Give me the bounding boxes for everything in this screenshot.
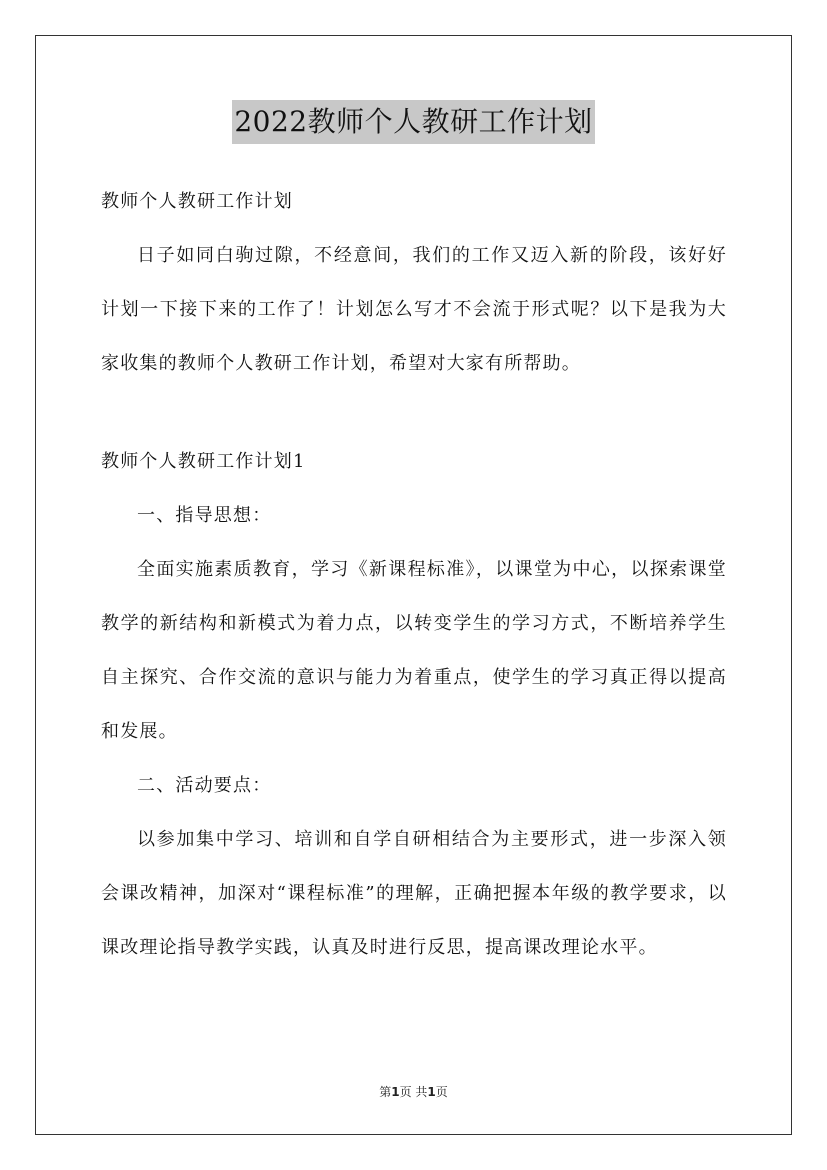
section-heading-activity-points: 二、活动要点： xyxy=(137,775,272,796)
intro-paragraph: 日子如同白驹过隙，不经意间，我们的工作又迈入新的阶段，该好好计划一下接下来的工作了！计划怎么写才不会流于形式呢？以下是我为大家收集的教师个人教研工作计划，希望对大家有所帮助。 xyxy=(101,245,727,374)
page-footer xyxy=(0,1083,827,1100)
document-title: 2022教师个人教研工作计划 xyxy=(232,100,594,144)
footer-total-pages: 1 xyxy=(427,1085,436,1099)
section-heading-guiding-thought: 一、指导思想： xyxy=(137,505,272,526)
spacer xyxy=(101,391,727,435)
footer-suffix: 页 xyxy=(435,1085,448,1099)
title-container xyxy=(0,100,827,144)
section-body-guiding-thought: 全面实施素质教育，学习《新课程标准》，以课堂为中心，以探索课堂教学的新结构和新模式为着力点，以转变学生的学习方式，不断培养学生自主探究、合作交流的意识与能力为着重点，使学生的学习真正得以提高和发展。 xyxy=(101,559,727,742)
footer-page-number: 1 xyxy=(391,1085,400,1099)
subtitle: 教师个人教研工作计划 xyxy=(101,191,293,212)
footer-mid: 页 共 xyxy=(399,1085,428,1099)
document-body xyxy=(101,175,727,975)
section-body-activity-points: 以参加集中学习、培训和自学自研相结合为主要形式，进一步深入领会课改精神，加深对“课程标准”的理解，正确把握本年级的教学要求，以课改理论指导教学实践，认真及时进行反思，提高课改理论水平。 xyxy=(101,829,727,958)
plan-heading: 教师个人教研工作计划1 xyxy=(101,451,306,472)
footer-prefix: 第 xyxy=(379,1085,392,1099)
